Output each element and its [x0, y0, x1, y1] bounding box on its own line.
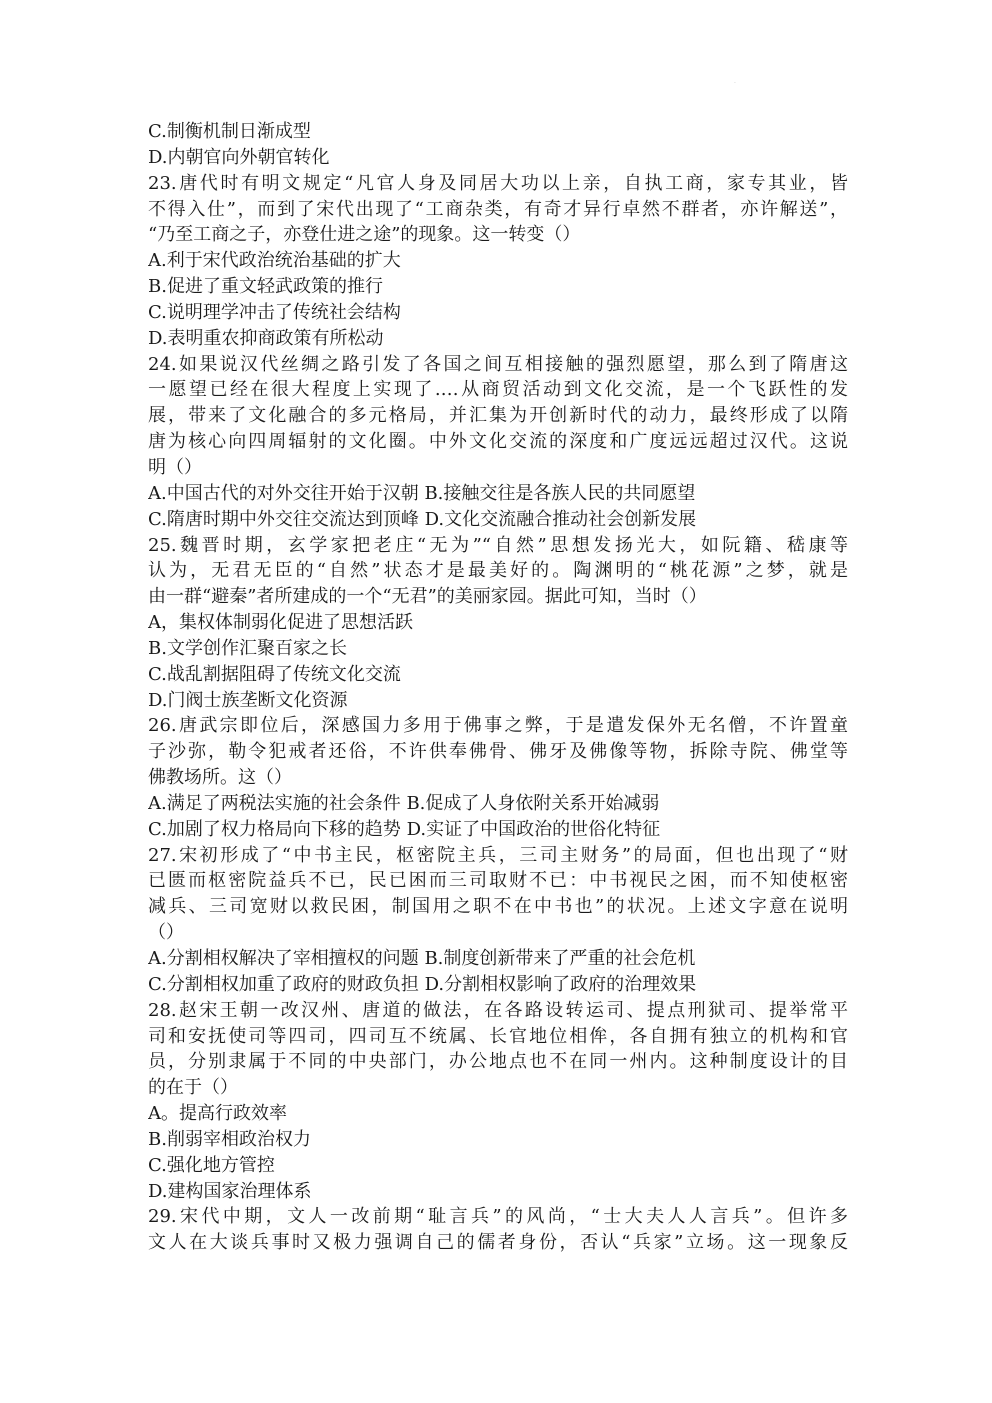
- question-stem-line: 28.赵宋王朝一改汉州、唐道的做法，在各路设转运司、提点刑狱司、提举常平: [148, 999, 848, 1021]
- option-line: A。提高行政效率: [148, 1103, 287, 1125]
- question-stem-line: “乃至工商之子，亦登仕进之途”的现象。这一转变（）: [148, 224, 581, 246]
- option-line: D.建构国家治理体系: [148, 1180, 312, 1202]
- option-line: A，集权体制弱化促进了思想活跃: [148, 612, 413, 634]
- question-stem-line: 文人在大谈兵事时又极力强调自己的儒者身份，否认“兵家”立场。这一现象反: [148, 1232, 848, 1254]
- question-stem-line: 员，分别隶属于不同的中央部门，办公地点也不在同一州内。这种制度设计的目: [148, 1051, 848, 1073]
- question-stem-line: 由一群“避秦”者所建成的一个“无君”的美丽家园。据此可知，当时（）: [148, 586, 707, 608]
- question-stem-line: 减兵、三司宽财以救民困，制国用之职不在中书也”的状况。上述文字意在说明: [148, 896, 848, 918]
- question-stem-line: 司和安抚使司等四司，四司互不统属、长官地位相侔，各自拥有独立的机构和官: [148, 1025, 848, 1047]
- question-stem-line: 23.唐代时有明文规定“凡官人身及同居大功以上亲，自执工商，家专其业，皆: [148, 172, 848, 194]
- question-stem-line: 26.唐武宗即位后，深感国力多用于佛事之弊，于是遣发保外无名僧，不许置童: [148, 715, 848, 737]
- option-line: D.表明重农抑商政策有所松动: [148, 327, 384, 349]
- option-line: C.战乱割据阻碍了传统文化交流: [148, 663, 401, 685]
- question-stem-line: 唐为核心向四周辐射的文化圈。中外文化交流的深度和广度远远超过汉代。这说: [148, 431, 848, 453]
- option-line: D.门阀士族垄断文化资源: [148, 689, 348, 711]
- option-line: A.中国古代的对外交往开始于汉朝 B.接触交往是各族人民的共同愿望: [148, 482, 696, 504]
- question-stem-line: 认为，无君无臣的“自然”状态才是最美好的。陶渊明的“桃花源”之梦，就是: [148, 560, 848, 582]
- question-stem-line: （）: [148, 922, 184, 944]
- text-line: C.制衡机制日渐成型: [148, 121, 311, 142]
- option-line: B.促进了重文轻武政策的推行: [148, 276, 383, 298]
- question-stem-line: 24.如果说汉代丝绸之路引发了各国之间互相接触的强烈愿望，那么到了隋唐这: [148, 353, 848, 375]
- question-stem-line: 29.宋代中期，文人一改前期“耻言兵”的风尚，“士大夫人人言兵”。但许多: [148, 1206, 848, 1228]
- option-line: C.说明理学冲击了传统社会结构: [148, 301, 401, 323]
- option-line: C.强化地方管控: [148, 1154, 275, 1176]
- question-text-body: [148, 119, 848, 1256]
- question-stem-line: 已匮而枢密院益兵不已，民已困而三司取财不已：中书视民之困，而不知使枢密: [148, 870, 848, 892]
- option-line: B.文学创作汇聚百家之长: [148, 637, 347, 659]
- scan-mark: ·: [734, 80, 736, 87]
- option-line: C.分割相权加重了政府的财政负担 D.分割相权影响了政府的治理效果: [148, 973, 697, 995]
- question-stem-line: 佛教场所。这（）: [148, 767, 292, 789]
- question-stem-line: 子沙弥，勒令犯戒者还俗，不许供奉佛骨、佛牙及佛像等物，拆除寺院、佛堂等: [148, 741, 848, 763]
- option-line: A.满足了两税法实施的社会条件 B.促成了人身依附关系开始减弱: [148, 792, 660, 814]
- text-line: D.内朝官向外朝官转化: [148, 146, 330, 168]
- option-line: C.隋唐时期中外交往交流达到顶峰 D.文化交流融合推动社会创新发展: [148, 508, 697, 530]
- question-stem-line: 展，带来了文化融合的多元格局，并汇集为开创新时代的动力，最终形成了以隋: [148, 405, 848, 427]
- question-stem-line: 27.宋初形成了“中书主民，枢密院主兵，三司主财务”的局面，但也出现了“财: [148, 844, 848, 866]
- question-stem-line: 一愿望已经在很大程度上实现了.…从商贸活动到文化交流，是一个飞跃性的发: [148, 379, 848, 401]
- question-stem-line: 不得入仕”，而到了宋代出现了“工商杂类，有奇才异行卓然不群者，亦许解送”，: [148, 198, 848, 220]
- option-line: A.分割相权解决了宰相擅权的问题 B.制度创新带来了严重的社会危机: [148, 948, 696, 969]
- option-line: A.利于宋代政治统治基础的扩大: [148, 250, 401, 272]
- question-stem-line: 的在于（）: [148, 1077, 238, 1099]
- option-line: C.加剧了权力格局向下移的趋势 D.实证了中国政治的世俗化特征: [148, 818, 661, 840]
- question-stem-line: 明（）: [148, 456, 202, 478]
- question-stem-line: 25.魏晋时期，玄学家把老庄“无为”“自然”思想发扬光大，如阮籍、嵇康等: [148, 534, 848, 556]
- option-line: B.削弱宰相政治权力: [148, 1128, 311, 1150]
